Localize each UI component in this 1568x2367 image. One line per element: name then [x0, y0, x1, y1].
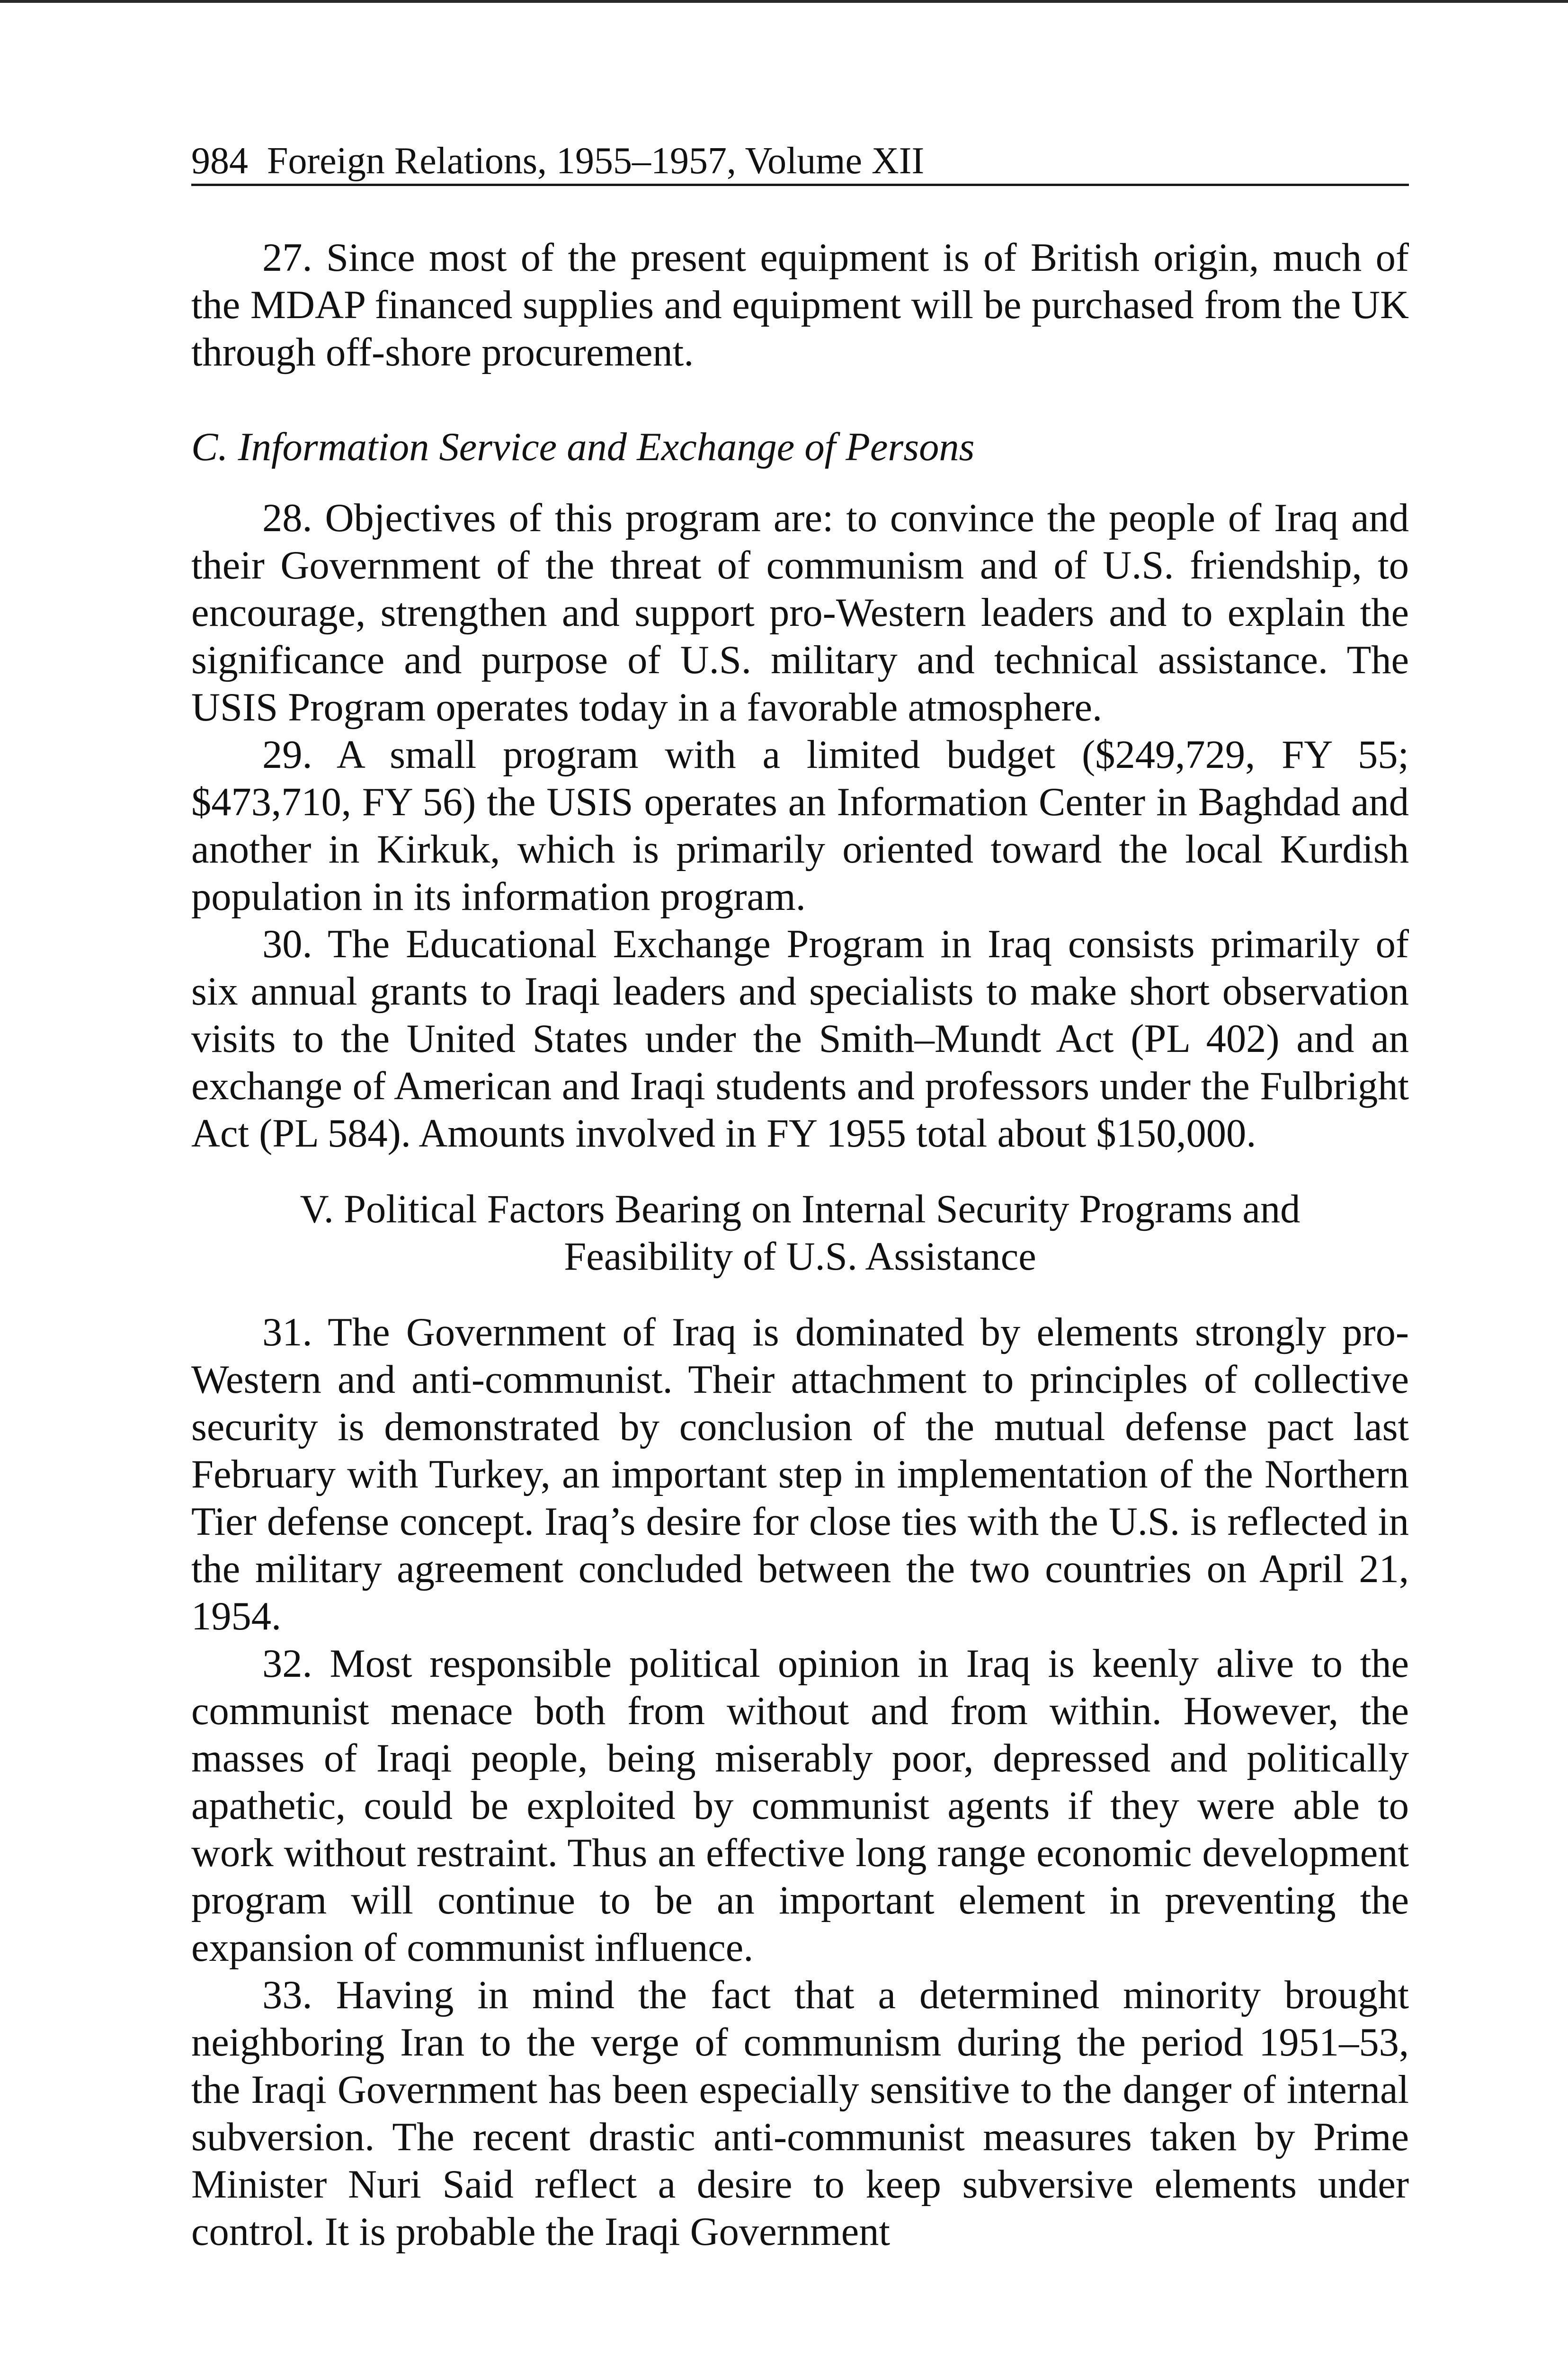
running-header — [191, 137, 1409, 185]
page-number: 984 — [191, 140, 248, 182]
paragraph-29: 29. A small program with a limited budget ($249,729, FY 55; $473,710, FY 56) the USIS operates an Information Center in Baghdad and another in Kirkuk, which is primarily oriented toward the local Kurdish population in its information program. — [191, 733, 1409, 919]
body-text — [191, 234, 1409, 2256]
subheading-information-service: C. Information Service and Exchange of Persons — [191, 425, 975, 469]
paragraph-30: 30. The Educational Exchange Program in Iraq consists primarily of six annual grants to Iraqi leaders and specialists to make short observation visits to the United States under the Smith–Mundt Act (PL 402) and an exchange of American and Iraqi students and professors under the Fulbright Act (PL 584). Amounts involved in FY 1955 total about $150,000. — [191, 922, 1409, 1156]
scan-top-border — [0, 0, 1568, 3]
section-heading-line-1: V. Political Factors Bearing on Internal Security Programs and — [300, 1187, 1301, 1231]
paragraph-28: 28. Objectives of this program are: to convince the people of Iraq and their Government of the threat of communism and of U.S. friendship, to encourage, strengthen and support pro-Western leaders and to explain the significance and purpose of U.S. military and technical assistance. The USIS Program operates today in a favorable atmosphere. — [191, 496, 1409, 730]
section-heading-v — [191, 1186, 1409, 1281]
paragraph-32: 32. Most responsible political opinion in Iraq is keenly alive to the communist menace both from without and from within. However, the masses of Iraqi people, being miserably poor, depressed and politically apathetic, could be exploited by communist agents if they were able to work without restraint. Thus an effective long range economic development program will continue to be an important element in preventing the expansion of communist influence. — [191, 1642, 1409, 1970]
header-rule — [191, 184, 1409, 186]
section-heading-line-2: Feasibility of U.S. Assistance — [564, 1235, 1036, 1279]
paragraph-33: 33. Having in mind the fact that a determined minority brought neighboring Iran to the verge of communism during the period 1951–53, the Iraqi Government has been especially sensitive to the danger of internal subversion. The recent drastic anti-communist measures taken by Prime Minister Nuri Said reflect a desire to keep subversive elements under control. It is probable the Iraqi Government — [191, 1973, 1409, 2254]
paragraph-31: 31. The Government of Iraq is dominated by elements strongly pro-Western and anti-communist. Their attachment to principles of collective security is demonstrated by conclusion of the mutual defense pact last February with Turkey, an important step in implementation of the Northern Tier defense concept. Iraq’s desire for close ties with the U.S. is reflected in the military agreement concluded between the two countries on April 21, 1954. — [191, 1310, 1409, 1638]
paragraph-27: 27. Since most of the present equipment is of British origin, much of the MDAP financed supplies and equipment will be purchased from the UK through off-shore procurement. — [191, 236, 1409, 374]
running-title: Foreign Relations, 1955–1957, Volume XII — [267, 140, 925, 182]
